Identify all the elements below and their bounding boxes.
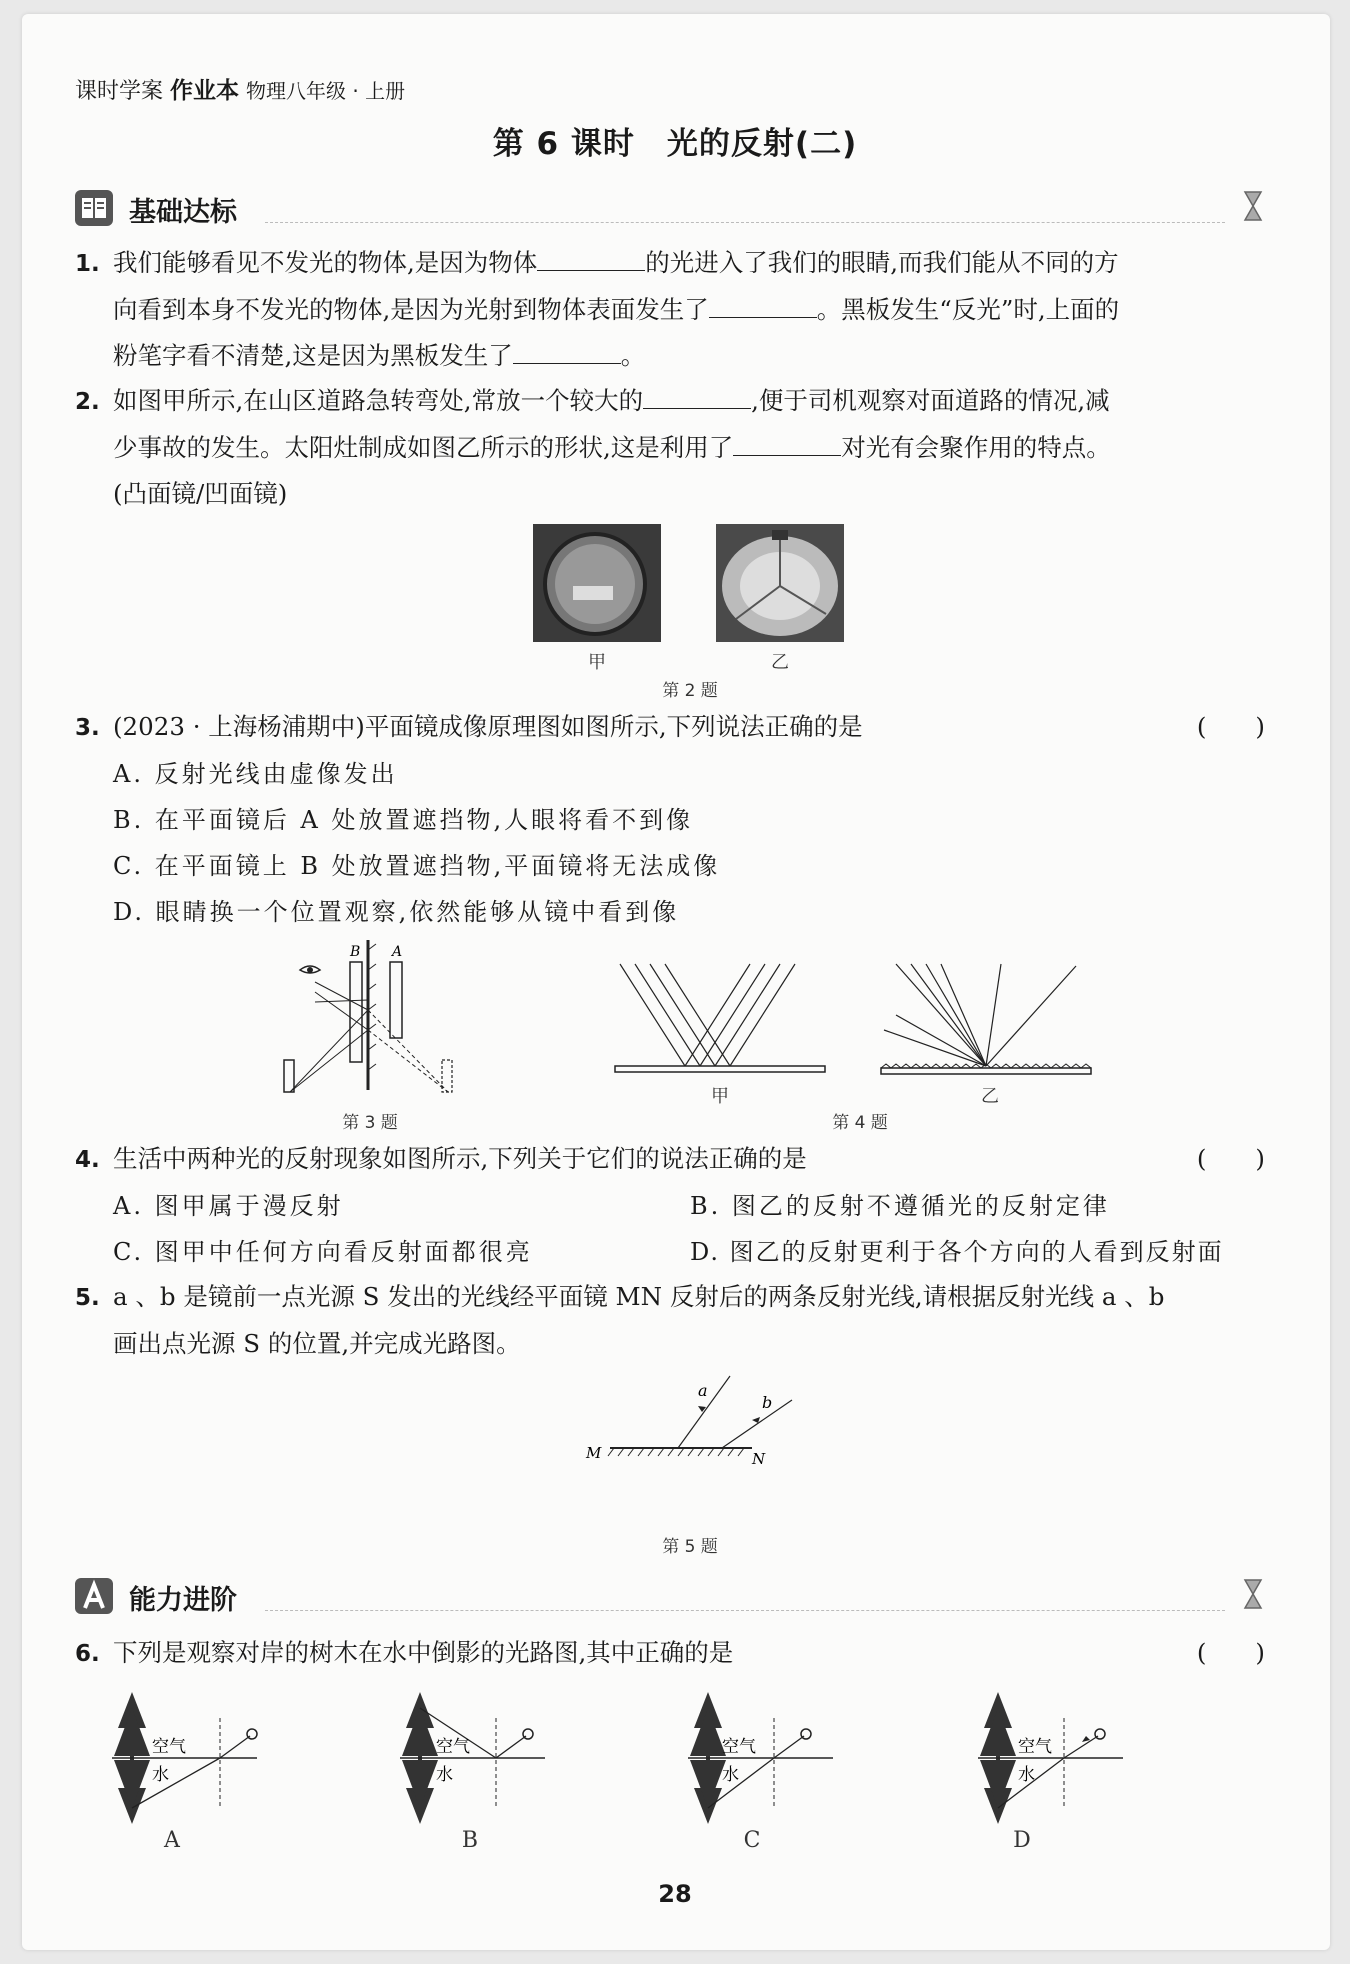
q1-text: 向看到本身不发光的物体,是因为光射到物体表面发生了	[113, 295, 709, 324]
label-water: 水	[722, 1765, 739, 1785]
label-air: 空气	[152, 1737, 186, 1757]
answer-paren[interactable]: ( )	[1196, 712, 1265, 741]
answer-blank[interactable]	[537, 246, 645, 271]
label-water: 水	[436, 1765, 453, 1785]
section-divider	[265, 222, 1225, 223]
question-3	[75, 704, 1275, 935]
option-b-diagram[interactable]	[400, 1688, 560, 1858]
figure-label: 甲	[711, 1086, 729, 1107]
q3-stem: (2023 · 上海杨浦期中)平面镜成像原理图如图所示,下列说法正确的是	[113, 712, 863, 741]
question-6	[75, 1630, 1275, 1677]
specular-reflection-diagram	[610, 960, 830, 1080]
question-number: 2.	[75, 389, 100, 415]
option-d-label: D	[1013, 1828, 1031, 1853]
letter-a-icon	[75, 1578, 113, 1614]
section-title-basic: 基础达标	[129, 197, 237, 228]
answer-blank[interactable]	[643, 384, 751, 409]
question-number: 4.	[75, 1147, 100, 1173]
series-name: 课时学案	[75, 79, 164, 104]
question-5	[75, 1274, 1275, 1367]
hourglass-icon	[1241, 1576, 1265, 1612]
option-a-label: A	[164, 1828, 180, 1853]
label-m: M	[586, 1444, 602, 1462]
option-c-label: C	[743, 1828, 761, 1853]
option-a[interactable]: A. 图甲属于漫反射	[113, 1192, 344, 1220]
question-1	[75, 240, 1275, 379]
section-title-advanced: 能力进阶	[129, 1585, 237, 1616]
option-c[interactable]: C. 图甲中任何方向看反射面都很亮	[113, 1238, 533, 1266]
book-icon	[75, 190, 113, 226]
answer-blank[interactable]	[513, 339, 621, 364]
option-b[interactable]: B. 图乙的反射不遵循光的反射定律	[690, 1192, 1110, 1220]
book-name: 作业本	[170, 78, 240, 104]
question-number: 5.	[75, 1285, 100, 1311]
answer-paren[interactable]: ( )	[1196, 1638, 1265, 1667]
label-air: 空气	[722, 1737, 756, 1757]
q2-text: 少事故的发生。太阳灶制成如图乙所示的形状,这是利用了	[113, 433, 734, 462]
page-number: 28	[658, 1880, 692, 1908]
q6-stem: 下列是观察对岸的树木在水中倒影的光路图,其中正确的是	[113, 1638, 734, 1667]
figure-label: 乙	[981, 1086, 999, 1107]
label-air: 空气	[1018, 1737, 1052, 1757]
label-n: N	[752, 1450, 766, 1468]
option-b[interactable]: B. 在平面镜后 A 处放置遮挡物,人眼将看不到像	[113, 806, 694, 834]
eye-icon	[1095, 1729, 1105, 1739]
option-d[interactable]: D. 眼睛换一个位置观察,依然能够从镜中看到像	[113, 898, 680, 926]
question-number: 6.	[75, 1641, 100, 1667]
option-b-label: B	[461, 1828, 479, 1853]
section-header-advanced	[75, 1574, 1265, 1618]
option-c[interactable]: C. 在平面镜上 B 处放置遮挡物,平面镜将无法成像	[113, 852, 721, 880]
plane-mirror-diagram	[280, 940, 460, 1095]
option-d[interactable]: D. 图乙的反射更利于各个方向的人看到反射面	[690, 1238, 1224, 1266]
option-a[interactable]: A. 反射光线由虚像发出	[113, 760, 398, 788]
eye-icon	[247, 1729, 257, 1739]
label-b: B	[350, 944, 361, 960]
eye-icon	[801, 1729, 811, 1739]
q1-text: 。	[620, 341, 646, 370]
subject-name: 物理八年级 · 上册	[246, 79, 406, 103]
eye-icon	[523, 1729, 533, 1739]
label-b: b	[762, 1393, 773, 1412]
candle-icon	[284, 1060, 294, 1092]
q1-text: 粉笔字看不清楚,这是因为黑板发生了	[113, 341, 513, 370]
q5-text: 画出点光源 S 的位置,并完成光路图。	[113, 1329, 521, 1358]
figure-caption: 第 2 题	[662, 681, 718, 701]
question-4	[75, 1136, 1275, 1275]
question-number: 1.	[75, 251, 100, 277]
lesson-title: 第 6 课时 光的反射(二)	[492, 126, 858, 162]
section-header-basic	[75, 186, 1265, 230]
q5-text: a 、b 是镜前一点光源 S 发出的光线经平面镜 MN 反射后的两条反射光线,请根据反射光线 a 、b	[113, 1282, 1165, 1311]
q4-stem: 生活中两种光的反射现象如图所示,下列关于它们的说法正确的是	[113, 1144, 807, 1173]
hourglass-icon	[1241, 188, 1265, 224]
figure-caption: 第 4 题	[832, 1113, 888, 1133]
label-water: 水	[1018, 1765, 1035, 1785]
q2-text: 对光有会聚作用的特点。	[841, 433, 1111, 462]
q1-text: 的光进入了我们的眼睛,而我们能从不同的方	[645, 248, 1119, 277]
diffuse-reflection-diagram	[876, 960, 1096, 1080]
q1-text: 。黑板发生“反光”时,上面的	[816, 295, 1120, 324]
figure-caption: 第 5 题	[662, 1537, 718, 1557]
answer-blank[interactable]	[733, 431, 841, 456]
option-a-diagram[interactable]	[112, 1688, 272, 1858]
solar-cooker-photo	[716, 524, 844, 642]
answer-paren[interactable]: ( )	[1196, 1144, 1265, 1173]
label-air: 空气	[436, 1737, 470, 1757]
answer-blank[interactable]	[709, 293, 817, 318]
figure-label: 甲	[588, 652, 606, 673]
q2-hint: (凸面镜/凹面镜)	[113, 479, 288, 508]
q1-text: 我们能够看见不发光的物体,是因为物体	[113, 248, 538, 277]
label-water: 水	[152, 1765, 169, 1785]
question-2	[75, 378, 1275, 517]
book-header	[75, 72, 405, 105]
figure-label: 乙	[771, 652, 789, 673]
q2-text: ,便于司机观察对面道路的情况,减	[751, 386, 1110, 415]
option-d-diagram[interactable]	[978, 1688, 1138, 1858]
label-a: A	[392, 944, 403, 960]
question-number: 3.	[75, 715, 100, 741]
option-c-diagram[interactable]	[688, 1688, 848, 1858]
eye-icon	[300, 966, 320, 973]
q2-text: 如图甲所示,在山区道路急转弯处,常放一个较大的	[113, 386, 644, 415]
figure-caption: 第 3 题	[342, 1113, 398, 1133]
convex-mirror-photo	[533, 524, 661, 642]
label-a: a	[698, 1381, 708, 1400]
mirror-mn-diagram	[580, 1372, 800, 1472]
section-divider	[265, 1610, 1225, 1611]
